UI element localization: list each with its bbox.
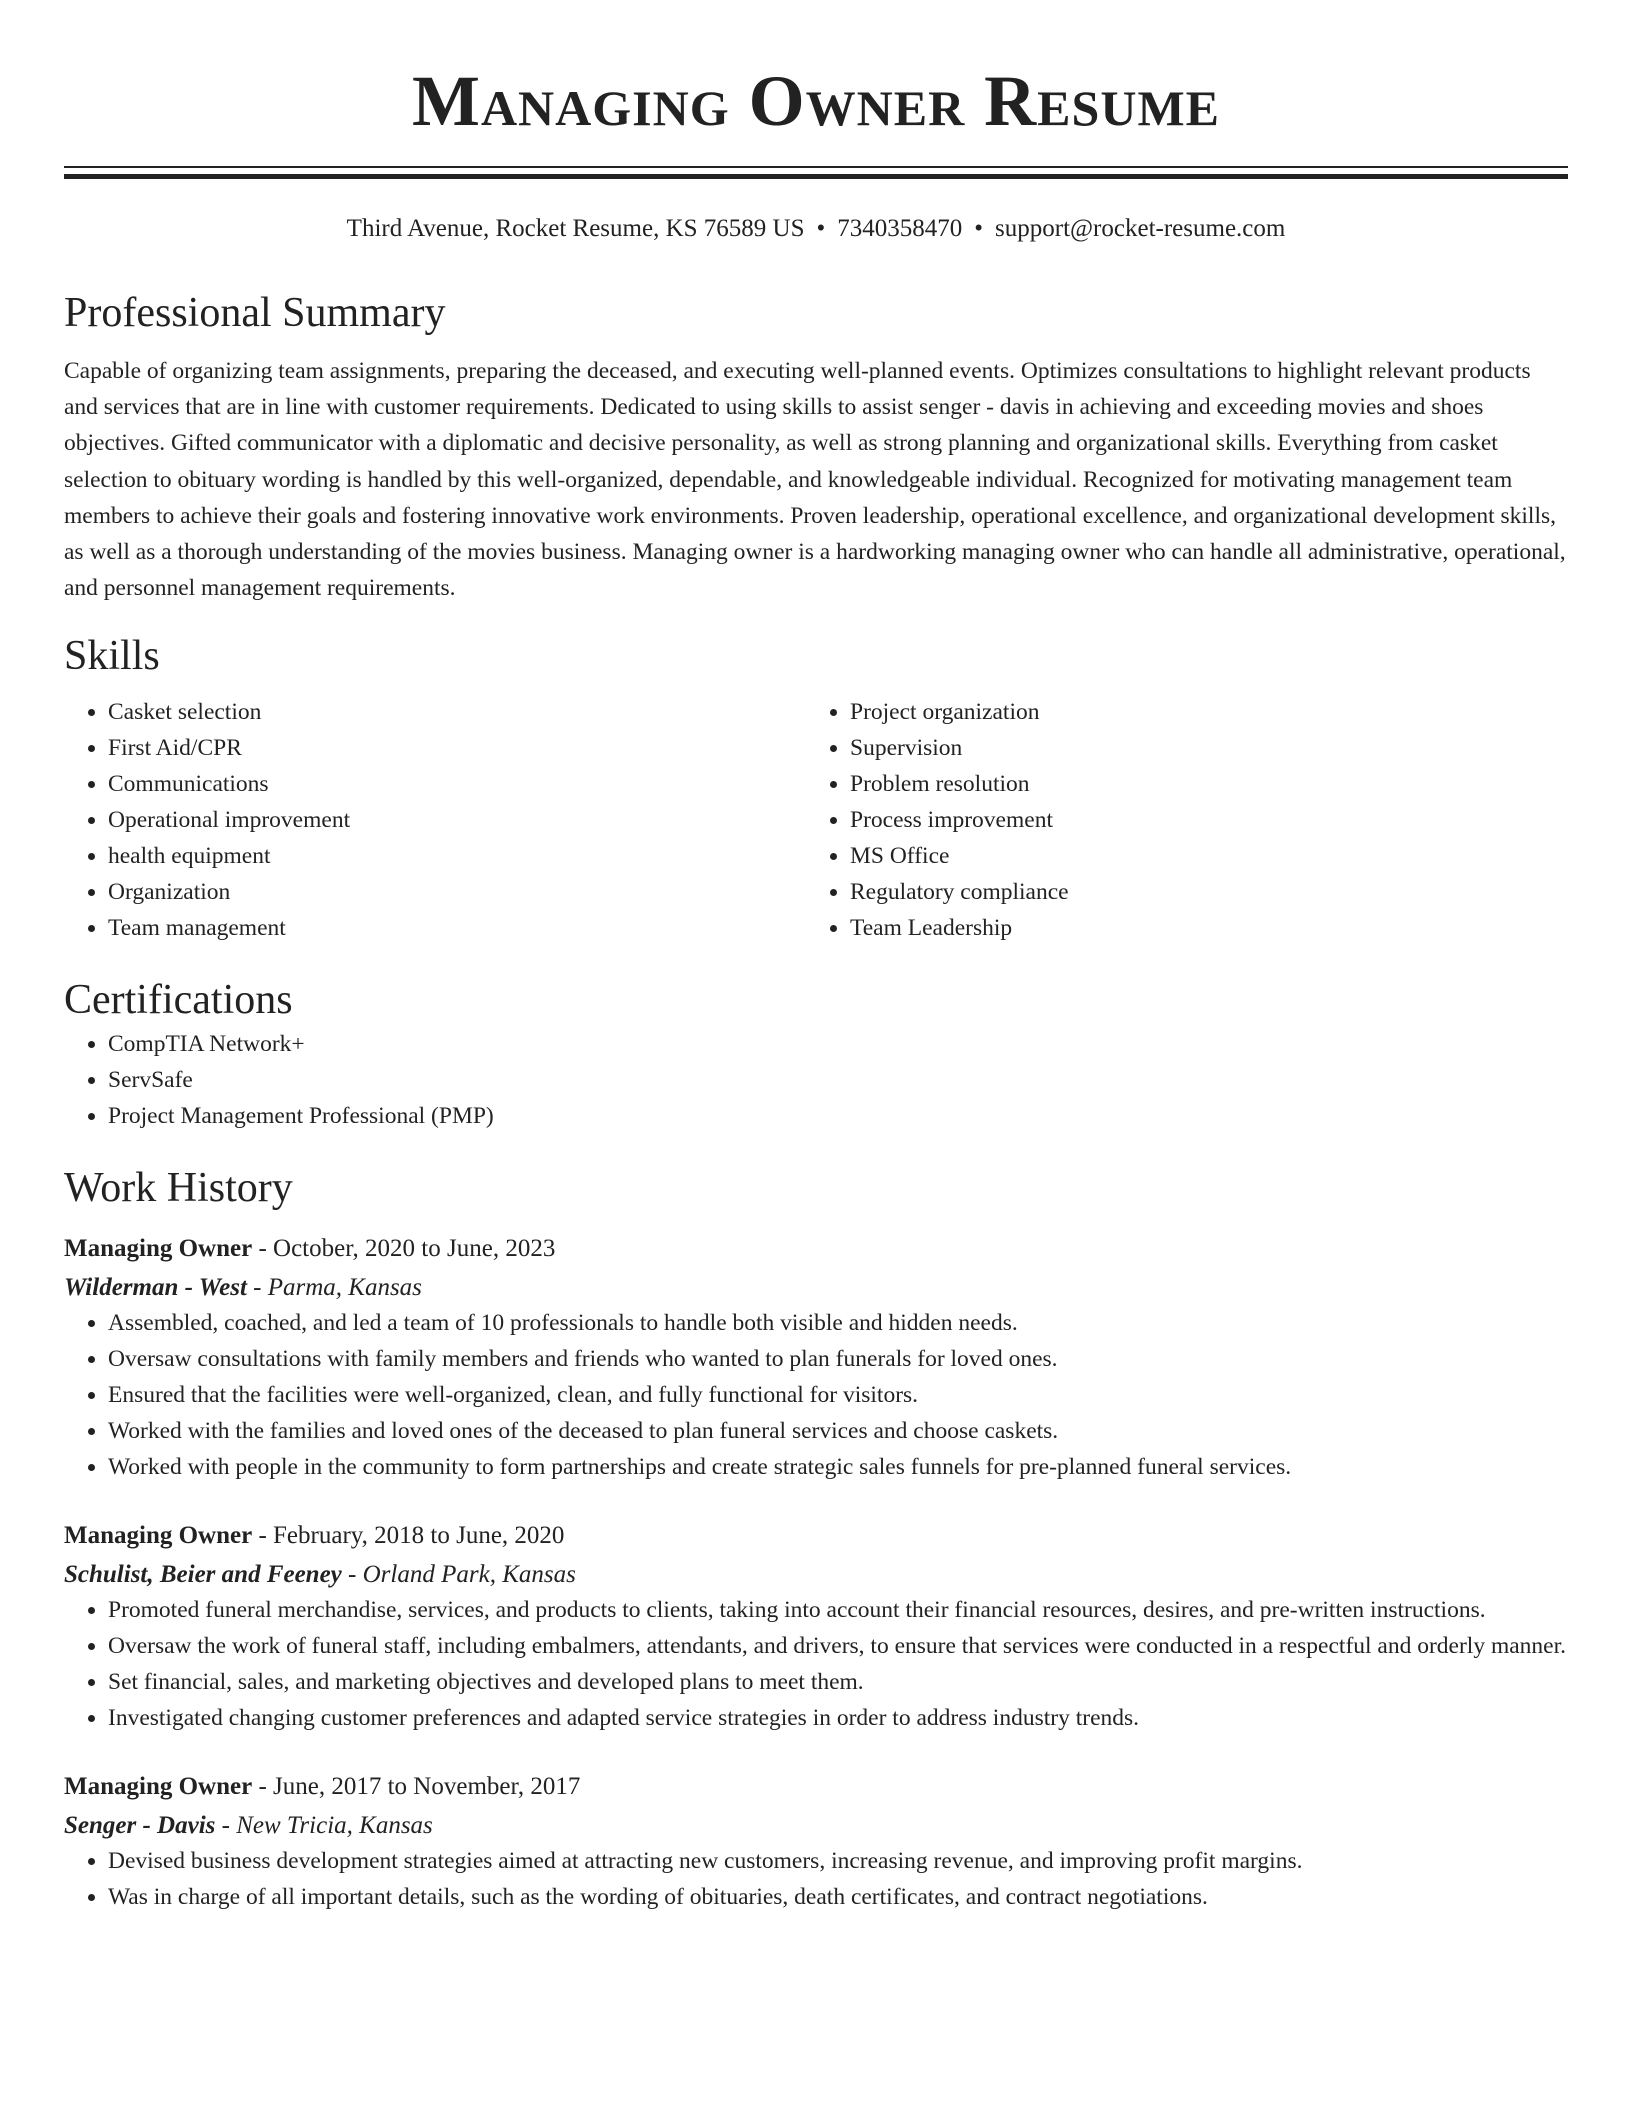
job-bullet: • Promoted funeral merchandise, services, and products to clients, taking into account their financial resources, desires, and pre-written instructions. xyxy=(108,1592,1568,1628)
certification-item: • ServSafe xyxy=(108,1062,1568,1098)
job-entry xyxy=(64,1770,1568,1915)
skill-item: • First Aid/CPR xyxy=(108,730,806,766)
job-bullets xyxy=(64,1592,1568,1736)
job-title-line xyxy=(64,1770,1568,1804)
contact-separator: • xyxy=(816,215,826,242)
job-role: Managing Owner xyxy=(64,1773,253,1801)
work-history-heading: Work History xyxy=(64,1165,293,1212)
job-dates: - February, 2018 to June, 2020 xyxy=(252,1522,565,1550)
skill-item: • Team Leadership xyxy=(850,910,1548,946)
work-history-list xyxy=(64,1232,1568,1915)
skill-item: • Process improvement xyxy=(850,802,1548,838)
skill-item: • Problem resolution xyxy=(850,766,1548,802)
skills-heading: Skills xyxy=(64,633,160,680)
resume-page xyxy=(64,0,1568,1949)
job-bullet: • Assembled, coached, and led a team of 10 professionals to handle both visible and hidden needs. xyxy=(108,1305,1568,1341)
job-company-line xyxy=(64,1558,1568,1592)
job-company-line xyxy=(64,1809,1568,1843)
job-company-line xyxy=(64,1271,1568,1305)
job-title-line xyxy=(64,1519,1568,1553)
certification-item: • Project Management Professional (PMP) xyxy=(108,1098,1568,1134)
certifications-heading: Certifications xyxy=(64,977,293,1024)
job-location: - Parma, Kansas xyxy=(246,1274,422,1302)
job-role: Managing Owner xyxy=(64,1522,253,1550)
resume-title: Managing Owner Resume xyxy=(411,61,1220,141)
job-bullets xyxy=(64,1305,1568,1485)
skill-item: • Project organization xyxy=(850,694,1548,730)
job-bullet: • Oversaw the work of funeral staff, including embalmers, attendants, and drivers, to ensure that services were conducted in a respectful and orderly manner. xyxy=(108,1628,1568,1664)
job-company: Wilderman - West xyxy=(64,1274,247,1302)
contact-address: Third Avenue, Rocket Resume, KS 76589 US xyxy=(346,215,805,242)
job-bullet: • Was in charge of all important details, such as the wording of obituaries, death certificates, and contract negotiations. xyxy=(108,1879,1568,1915)
job-bullet: • Worked with the families and loved ones of the deceased to plan funeral services and choose caskets. xyxy=(108,1413,1568,1449)
job-bullet: • Worked with people in the community to form partnerships and create strategic sales funnels for pre-planned funeral services. xyxy=(108,1449,1568,1485)
job-bullet: • Oversaw consultations with family members and friends who wanted to plan funerals for loved ones. xyxy=(108,1341,1568,1377)
job-entry xyxy=(64,1519,1568,1736)
skill-item: • Regulatory compliance xyxy=(850,874,1548,910)
job-bullet: • Investigated changing customer preferences and adapted service strategies in order to address industry trends. xyxy=(108,1700,1568,1736)
certifications-list xyxy=(64,1026,1568,1134)
skill-item: • MS Office xyxy=(850,838,1548,874)
skills-column-right xyxy=(806,694,1548,946)
skill-item: • Team management xyxy=(108,910,806,946)
skill-item: • Communications xyxy=(108,766,806,802)
job-location: - Orland Park, Kansas xyxy=(341,1561,576,1589)
skill-item: • Casket selection xyxy=(108,694,806,730)
contact-line xyxy=(64,213,1568,245)
job-company: Schulist, Beier and Feeney xyxy=(64,1561,342,1589)
skills-list xyxy=(64,694,1568,946)
job-company: Senger - Davis xyxy=(64,1812,216,1840)
job-bullet: • Ensured that the facilities were well-organized, clean, and fully functional for visitors. xyxy=(108,1377,1568,1413)
skill-item: • health equipment xyxy=(108,838,806,874)
header-divider-thin xyxy=(64,166,1568,168)
summary-heading: Professional Summary xyxy=(64,290,446,336)
contact-separator: • xyxy=(974,215,984,242)
contact-phone: 7340358470 xyxy=(837,215,963,242)
job-role: Managing Owner xyxy=(64,1235,253,1263)
skill-item: • Supervision xyxy=(850,730,1548,766)
job-location: - New Tricia, Kansas xyxy=(215,1812,433,1840)
job-bullets xyxy=(64,1843,1568,1915)
skills-column-left xyxy=(64,694,806,946)
job-bullet: • Set financial, sales, and marketing objectives and developed plans to meet them. xyxy=(108,1664,1568,1700)
header-divider-thick xyxy=(64,174,1568,179)
job-title-line xyxy=(64,1232,1568,1266)
contact-email[interactable]: support@rocket-resume.com xyxy=(995,215,1286,242)
job-bullet: • Devised business development strategies aimed at attracting new customers, increasing revenue, and improving profit margins. xyxy=(108,1843,1568,1879)
job-dates: - June, 2017 to November, 2017 xyxy=(252,1773,581,1801)
certification-item: • CompTIA Network+ xyxy=(108,1026,1568,1062)
job-dates: - October, 2020 to June, 2023 xyxy=(252,1235,556,1263)
skill-item: • Operational improvement xyxy=(108,802,806,838)
skill-item: • Organization xyxy=(108,874,806,910)
summary-text: Capable of organizing team assignments, preparing the deceased, and executing well-planned events. Optimizes consultations to highlight relevant products and services that are in line with customer requirements. Dedicated to using skills to assist senger - davis in achieving and exceeding movies and shoes objectives. Gifted communicator with a diplomatic and decisive personality, as well as strong planning and organizational skills. Everything from casket selection to obituary wording is handled by this well-organized, dependable, and knowledgeable individual. Recognized for motivating management team members to achieve their goals and fostering innovative work environments. Proven leadership, operational excellence, and organizational development skills, as well as a thorough understanding of the movies business. Managing owner is a hardworking managing owner who can handle all administrative, operational, and personnel management requirements. xyxy=(64,358,1566,602)
job-entry xyxy=(64,1232,1568,1485)
